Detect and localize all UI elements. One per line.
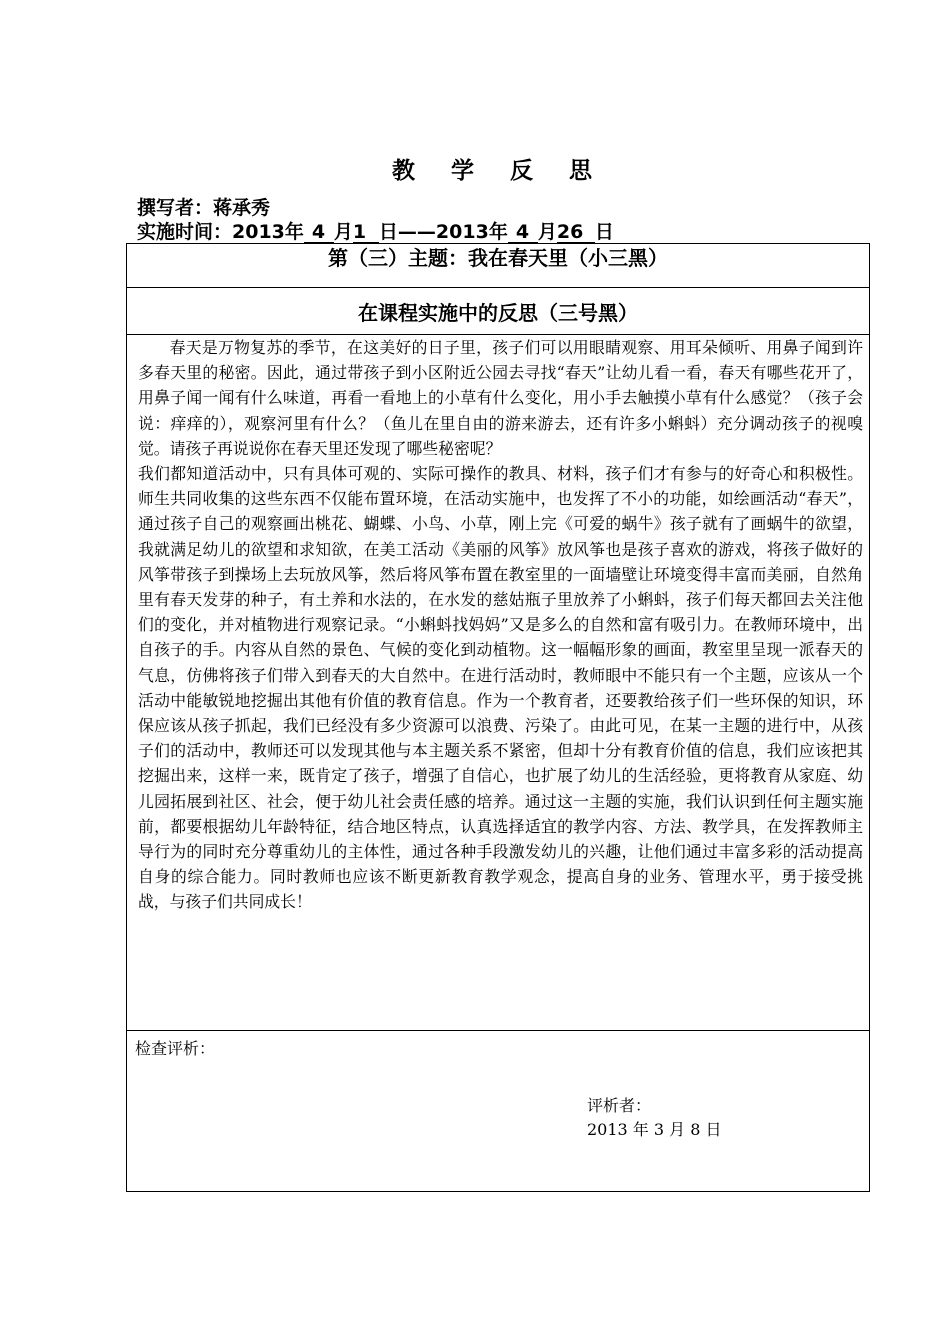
review-date: 2013 年 3 月 8 日 xyxy=(587,1120,722,1139)
end-month: 4 xyxy=(508,222,538,243)
start-month: 4 xyxy=(304,222,334,243)
document-title: 教 学 反 思 xyxy=(391,158,607,184)
start-day: 1 xyxy=(353,222,379,243)
date-year-suffix: 年 xyxy=(284,221,304,243)
date-middle: 日——2013 xyxy=(378,221,489,243)
paragraph-2: 我们都知道活动中，只有具体可观的、实际可操作的教具、材料，孩子们才有参与的好奇心和积极性。师生共同收集的这些东西不仅能布置环境，在活动实施中，也发挥了不小的功能，如绘画活动“春天”，通过孩子自己的观察画出桃花、蝴蝶、小鸟、小草，刚上完《可爱的蜗牛》孩子就有了画蜗牛的欲望，我就满足幼儿的欲望和求知欲，在美工活动《美丽的风筝》放风筝也是孩子喜欢的游戏，将孩子做好的风筝带孩子到操场上去玩放风筝，然后将风筝布置在教室里的一面墙壁让环境变得丰富而美丽，自然角里有春天发芽的种子，有土养和水法的，在水发的慈姑瓶子里放养了小蝌蚪，孩子们每天都回去关注他们的变化，并对植物进行观察记录。“小蝌蚪找妈妈”又是多么的自然和富有吸引力。在教师环境中，出自孩子的手。内容从自然的景色、气候的变化到动植物。这一幅幅形象的画面，教室里呈现一派春天的气息，仿佛将孩子们带入到春天的大自然中。在进行活动时，教师眼中不能只有一个主题，应该从一个活动中能敏锐地挖掘出其他有价值的教育信息。作为一个教育者，还要教给孩子们一些环保的知识，环保应该从孩子抓起，我们已经没有多少资源可以浪费、污染了。由此可见，在某一主题的进行中，从孩子们的活动中，教师还可以发现其他与本主题关系不紧密，但却十分有教育价值的信息，我们应该把其挖掘出来，这样一来，既肯定了孩子，增强了自信心，也扩展了幼儿的生活经验，更将教育从家庭、幼儿园拓展到社区、社会，便于幼儿社会责任感的培养。通过这一主题的实施，我们认识到任何主题实施前，都要根据幼儿年龄特征，结合地区特点，认真选择适宜的教学内容、方法、教学具，在发挥教师主导行为的同时充分尊重幼儿的主体性，通过各种手段激发幼儿的兴趣，让他们通过丰富多彩的活动提高自身的综合能力。同时教师也应该不断更新教育教学观念，提高自身的业务、管理水平，勇于接受挑战，与孩子们共同成长！ xyxy=(138,464,863,912)
author-line: 撰写者：蒋承秀 xyxy=(137,197,271,219)
paragraph-1: 春天是万物复苏的季节，在这美好的日子里，孩子们可以用眼睛观察、用耳朵倾听、用鼻子闻到许多春天里的秘密。因此，通过带孩子到小区附近公园去寻找“春天”让幼儿看一看，春天有哪些花开了，用鼻子闻一闻有什么味道，再看一看地上的小草有什么变化，用小手去触摸小草有什么感觉？（孩子会说：痒痒的），观察河里有什么？（鱼儿在里自由的游来游去，还有许多小蝌蚪）充分调动孩子的视嗅觉。请孩子再说说你在春天里还发现了哪些秘密呢？ xyxy=(138,338,863,458)
end-day: 26 xyxy=(557,222,595,243)
end-year-suffix: 年 xyxy=(488,221,508,243)
theme-row: 第（三）主题：我在春天里（小三黑） xyxy=(127,244,870,288)
review-label: 检查评析： xyxy=(135,1039,216,1058)
end-month-suffix: 月 xyxy=(537,221,557,243)
reviewer-block xyxy=(587,1094,722,1142)
date-month-suffix: 月 xyxy=(333,221,353,243)
reviewer-label: 评析者： xyxy=(587,1096,652,1115)
reflection-body xyxy=(127,335,869,915)
reflection-body-cell xyxy=(127,335,870,1031)
reflection-heading: 在课程实施中的反思（三号黑） xyxy=(127,288,870,335)
reflection-table xyxy=(126,243,870,1192)
end-suffix: 日 xyxy=(594,221,614,243)
date-line xyxy=(137,220,614,244)
date-prefix: 实施时间：2013 xyxy=(137,221,285,243)
review-cell xyxy=(127,1031,870,1192)
